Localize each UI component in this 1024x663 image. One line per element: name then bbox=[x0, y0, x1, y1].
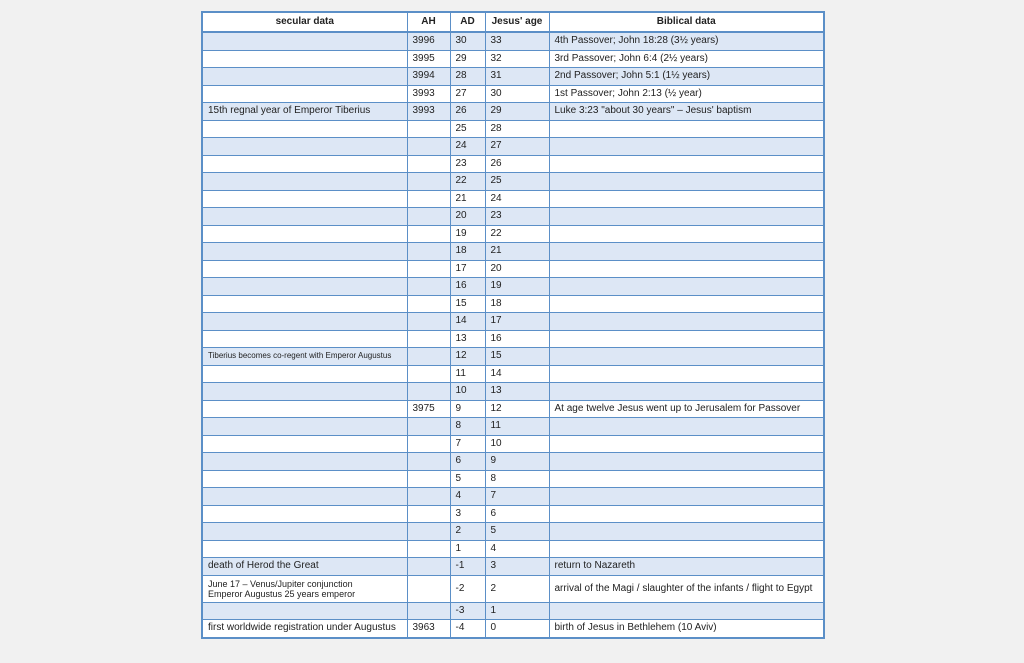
cell-jesus-age: 32 bbox=[485, 50, 549, 68]
table-row bbox=[202, 173, 824, 191]
table-row bbox=[202, 243, 824, 261]
cell-ah bbox=[407, 295, 450, 313]
cell-secular-data bbox=[202, 155, 407, 173]
cell-biblical-data: birth of Jesus in Bethlehem (10 Aviv) bbox=[549, 620, 824, 638]
cell-biblical-data bbox=[549, 348, 824, 366]
cell-biblical-data: 1st Passover; John 2:13 (½ year) bbox=[549, 85, 824, 103]
cell-secular-data bbox=[202, 243, 407, 261]
cell-ad: 6 bbox=[450, 453, 485, 471]
table-row bbox=[202, 85, 824, 103]
cell-ah bbox=[407, 418, 450, 436]
cell-biblical-data bbox=[549, 470, 824, 488]
table-row bbox=[202, 602, 824, 620]
table-row bbox=[202, 575, 824, 602]
cell-ad: 9 bbox=[450, 400, 485, 418]
cell-secular-data bbox=[202, 400, 407, 418]
cell-ah bbox=[407, 278, 450, 296]
cell-ad: 10 bbox=[450, 383, 485, 401]
cell-secular-data bbox=[202, 208, 407, 226]
cell-secular-data bbox=[202, 540, 407, 558]
cell-ah: 3975 bbox=[407, 400, 450, 418]
cell-biblical-data: Luke 3:23 "about 30 years" – Jesus' baptism bbox=[549, 103, 824, 121]
cell-ah: 3963 bbox=[407, 620, 450, 638]
table-row bbox=[202, 313, 824, 331]
chronology-table bbox=[201, 11, 825, 639]
cell-secular-data bbox=[202, 383, 407, 401]
cell-ad: 23 bbox=[450, 155, 485, 173]
cell-ah bbox=[407, 260, 450, 278]
cell-secular-data: 15th regnal year of Emperor Tiberius bbox=[202, 103, 407, 121]
cell-ah bbox=[407, 365, 450, 383]
table-row bbox=[202, 138, 824, 156]
cell-biblical-data bbox=[549, 120, 824, 138]
cell-ah bbox=[407, 330, 450, 348]
cell-ah bbox=[407, 138, 450, 156]
cell-ad: 7 bbox=[450, 435, 485, 453]
cell-ah bbox=[407, 575, 450, 602]
cell-ad: 18 bbox=[450, 243, 485, 261]
cell-biblical-data bbox=[549, 155, 824, 173]
cell-biblical-data bbox=[549, 138, 824, 156]
cell-jesus-age: 14 bbox=[485, 365, 549, 383]
cell-secular-data bbox=[202, 138, 407, 156]
cell-ah bbox=[407, 208, 450, 226]
table-body bbox=[202, 32, 824, 638]
cell-biblical-data bbox=[549, 330, 824, 348]
cell-ah bbox=[407, 243, 450, 261]
cell-jesus-age: 3 bbox=[485, 558, 549, 576]
cell-secular-data bbox=[202, 488, 407, 506]
cell-ad: 24 bbox=[450, 138, 485, 156]
cell-ah: 3993 bbox=[407, 85, 450, 103]
cell-secular-data bbox=[202, 120, 407, 138]
cell-ah: 3995 bbox=[407, 50, 450, 68]
cell-ad: 14 bbox=[450, 313, 485, 331]
cell-ad: 20 bbox=[450, 208, 485, 226]
header-biblical-data: Biblical data bbox=[549, 12, 824, 32]
cell-jesus-age: 7 bbox=[485, 488, 549, 506]
cell-jesus-age: 13 bbox=[485, 383, 549, 401]
cell-biblical-data bbox=[549, 243, 824, 261]
table-row bbox=[202, 488, 824, 506]
cell-secular-data bbox=[202, 418, 407, 436]
cell-biblical-data bbox=[549, 435, 824, 453]
cell-biblical-data: At age twelve Jesus went up to Jerusalem for Passover bbox=[549, 400, 824, 418]
cell-biblical-data bbox=[549, 488, 824, 506]
cell-secular-data bbox=[202, 602, 407, 620]
cell-secular-data bbox=[202, 190, 407, 208]
cell-ah bbox=[407, 602, 450, 620]
cell-ad: 2 bbox=[450, 523, 485, 541]
cell-ad: 25 bbox=[450, 120, 485, 138]
table-row bbox=[202, 435, 824, 453]
cell-jesus-age: 2 bbox=[485, 575, 549, 602]
cell-biblical-data bbox=[549, 418, 824, 436]
table-row bbox=[202, 190, 824, 208]
cell-ad: -3 bbox=[450, 602, 485, 620]
cell-jesus-age: 25 bbox=[485, 173, 549, 191]
cell-ah: 3993 bbox=[407, 103, 450, 121]
cell-biblical-data bbox=[549, 225, 824, 243]
cell-ad: 8 bbox=[450, 418, 485, 436]
table-row bbox=[202, 103, 824, 121]
cell-biblical-data bbox=[549, 208, 824, 226]
cell-ad: -2 bbox=[450, 575, 485, 602]
cell-biblical-data bbox=[549, 260, 824, 278]
cell-ah bbox=[407, 120, 450, 138]
table-row bbox=[202, 295, 824, 313]
table-header bbox=[202, 12, 824, 32]
cell-biblical-data bbox=[549, 190, 824, 208]
header-ah: AH bbox=[407, 12, 450, 32]
table-row bbox=[202, 260, 824, 278]
table-row bbox=[202, 32, 824, 50]
cell-jesus-age: 6 bbox=[485, 505, 549, 523]
cell-biblical-data: arrival of the Magi / slaughter of the infants / flight to Egypt bbox=[549, 575, 824, 602]
header-row bbox=[202, 12, 824, 32]
cell-ad: 22 bbox=[450, 173, 485, 191]
cell-biblical-data bbox=[549, 173, 824, 191]
cell-biblical-data: 4th Passover; John 18:28 (3½ years) bbox=[549, 32, 824, 50]
cell-biblical-data bbox=[549, 505, 824, 523]
cell-biblical-data bbox=[549, 383, 824, 401]
table-row bbox=[202, 470, 824, 488]
table-row bbox=[202, 540, 824, 558]
cell-ah bbox=[407, 540, 450, 558]
cell-ah bbox=[407, 383, 450, 401]
cell-secular-data bbox=[202, 68, 407, 86]
table-row bbox=[202, 225, 824, 243]
cell-secular-data bbox=[202, 330, 407, 348]
cell-jesus-age: 26 bbox=[485, 155, 549, 173]
cell-ah bbox=[407, 435, 450, 453]
cell-jesus-age: 31 bbox=[485, 68, 549, 86]
table-row bbox=[202, 400, 824, 418]
cell-biblical-data bbox=[549, 540, 824, 558]
cell-jesus-age: 9 bbox=[485, 453, 549, 471]
table-row bbox=[202, 50, 824, 68]
cell-jesus-age: 27 bbox=[485, 138, 549, 156]
cell-jesus-age: 11 bbox=[485, 418, 549, 436]
cell-ah bbox=[407, 488, 450, 506]
cell-secular-data bbox=[202, 470, 407, 488]
cell-ah bbox=[407, 225, 450, 243]
cell-ad: 3 bbox=[450, 505, 485, 523]
table-row bbox=[202, 418, 824, 436]
table-row bbox=[202, 330, 824, 348]
cell-ad: 17 bbox=[450, 260, 485, 278]
table-row bbox=[202, 620, 824, 638]
cell-secular-data bbox=[202, 295, 407, 313]
table-row bbox=[202, 523, 824, 541]
cell-jesus-age: 0 bbox=[485, 620, 549, 638]
cell-secular-data bbox=[202, 278, 407, 296]
table-row bbox=[202, 208, 824, 226]
cell-ad: 26 bbox=[450, 103, 485, 121]
table-row bbox=[202, 505, 824, 523]
cell-secular-data bbox=[202, 523, 407, 541]
cell-ad: 16 bbox=[450, 278, 485, 296]
cell-biblical-data bbox=[549, 313, 824, 331]
cell-jesus-age: 4 bbox=[485, 540, 549, 558]
cell-biblical-data bbox=[549, 295, 824, 313]
cell-secular-data bbox=[202, 505, 407, 523]
cell-jesus-age: 33 bbox=[485, 32, 549, 50]
cell-ah bbox=[407, 453, 450, 471]
table-row bbox=[202, 348, 824, 366]
cell-secular-data bbox=[202, 85, 407, 103]
cell-biblical-data: 2nd Passover; John 5:1 (1½ years) bbox=[549, 68, 824, 86]
table-row bbox=[202, 558, 824, 576]
cell-jesus-age: 18 bbox=[485, 295, 549, 313]
cell-biblical-data bbox=[549, 523, 824, 541]
cell-jesus-age: 15 bbox=[485, 348, 549, 366]
cell-secular-data: first worldwide registration under Augustus bbox=[202, 620, 407, 638]
cell-jesus-age: 24 bbox=[485, 190, 549, 208]
cell-jesus-age: 30 bbox=[485, 85, 549, 103]
cell-biblical-data bbox=[549, 453, 824, 471]
cell-secular-data: death of Herod the Great bbox=[202, 558, 407, 576]
cell-secular-data bbox=[202, 260, 407, 278]
cell-biblical-data bbox=[549, 278, 824, 296]
cell-ad: -4 bbox=[450, 620, 485, 638]
table-row bbox=[202, 278, 824, 296]
cell-ah bbox=[407, 470, 450, 488]
cell-ah bbox=[407, 348, 450, 366]
cell-ad: 4 bbox=[450, 488, 485, 506]
cell-ah: 3996 bbox=[407, 32, 450, 50]
cell-secular-data bbox=[202, 50, 407, 68]
cell-ad: 21 bbox=[450, 190, 485, 208]
cell-jesus-age: 12 bbox=[485, 400, 549, 418]
cell-ad: 5 bbox=[450, 470, 485, 488]
cell-ad: 19 bbox=[450, 225, 485, 243]
cell-ah bbox=[407, 173, 450, 191]
cell-secular-data bbox=[202, 173, 407, 191]
cell-jesus-age: 29 bbox=[485, 103, 549, 121]
cell-jesus-age: 8 bbox=[485, 470, 549, 488]
cell-jesus-age: 28 bbox=[485, 120, 549, 138]
table-row bbox=[202, 68, 824, 86]
cell-ah bbox=[407, 558, 450, 576]
cell-ah bbox=[407, 190, 450, 208]
chronology-table-container bbox=[201, 11, 823, 639]
cell-jesus-age: 20 bbox=[485, 260, 549, 278]
cell-jesus-age: 10 bbox=[485, 435, 549, 453]
cell-ad: 29 bbox=[450, 50, 485, 68]
cell-ad: 15 bbox=[450, 295, 485, 313]
cell-secular-data bbox=[202, 32, 407, 50]
cell-ah bbox=[407, 523, 450, 541]
cell-ad: 27 bbox=[450, 85, 485, 103]
cell-jesus-age: 21 bbox=[485, 243, 549, 261]
cell-biblical-data bbox=[549, 365, 824, 383]
cell-secular-data bbox=[202, 365, 407, 383]
table-row bbox=[202, 453, 824, 471]
cell-ad: 13 bbox=[450, 330, 485, 348]
cell-ad: -1 bbox=[450, 558, 485, 576]
table-row bbox=[202, 155, 824, 173]
cell-secular-data: June 17 – Venus/Jupiter conjunction Emperor Augustus 25 years emperor bbox=[202, 575, 407, 602]
cell-secular-data bbox=[202, 225, 407, 243]
header-secular-data: secular data bbox=[202, 12, 407, 32]
cell-secular-data bbox=[202, 313, 407, 331]
cell-secular-data bbox=[202, 435, 407, 453]
header-jesus-age: Jesus' age bbox=[485, 12, 549, 32]
cell-jesus-age: 16 bbox=[485, 330, 549, 348]
cell-secular-data bbox=[202, 453, 407, 471]
cell-ah bbox=[407, 505, 450, 523]
cell-jesus-age: 19 bbox=[485, 278, 549, 296]
cell-ad: 28 bbox=[450, 68, 485, 86]
cell-jesus-age: 17 bbox=[485, 313, 549, 331]
cell-ah bbox=[407, 313, 450, 331]
cell-ah: 3994 bbox=[407, 68, 450, 86]
cell-jesus-age: 5 bbox=[485, 523, 549, 541]
table-row bbox=[202, 383, 824, 401]
cell-ah bbox=[407, 155, 450, 173]
cell-jesus-age: 23 bbox=[485, 208, 549, 226]
cell-ad: 11 bbox=[450, 365, 485, 383]
cell-secular-data: Tiberius becomes co-regent with Emperor Augustus bbox=[202, 348, 407, 366]
cell-jesus-age: 22 bbox=[485, 225, 549, 243]
cell-biblical-data: return to Nazareth bbox=[549, 558, 824, 576]
cell-biblical-data: 3rd Passover; John 6:4 (2½ years) bbox=[549, 50, 824, 68]
cell-jesus-age: 1 bbox=[485, 602, 549, 620]
table-row bbox=[202, 120, 824, 138]
cell-ad: 30 bbox=[450, 32, 485, 50]
cell-ad: 1 bbox=[450, 540, 485, 558]
table-row bbox=[202, 365, 824, 383]
cell-biblical-data bbox=[549, 602, 824, 620]
header-ad: AD bbox=[450, 12, 485, 32]
cell-ad: 12 bbox=[450, 348, 485, 366]
